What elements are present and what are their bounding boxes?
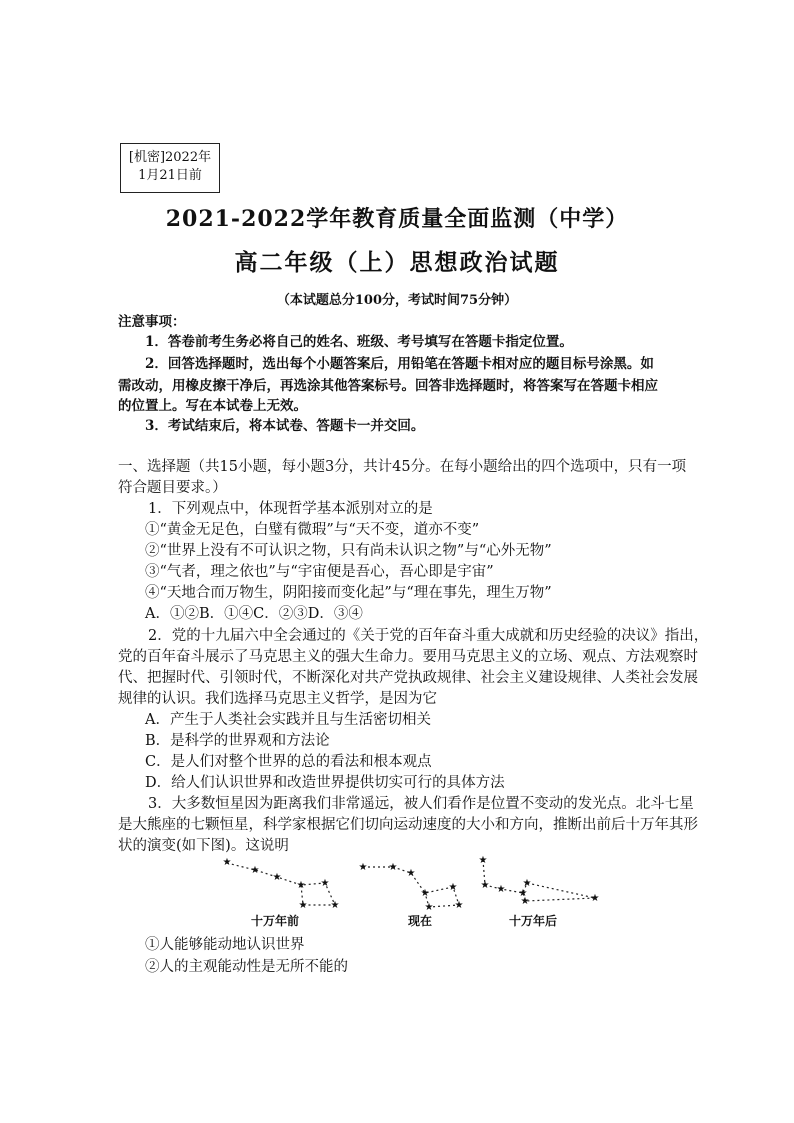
q2-stem-line1: 2．党的十九届六中全会通过的《关于党的百年奋斗重大成就和历史经验的决议》指出， <box>148 628 709 644</box>
q1-option-3: ③“气者，理之依也”与“宇宙便是吾心，吾心即是宇宙” <box>145 564 494 580</box>
star-icon: ★ <box>222 857 232 868</box>
star-icon: ★ <box>406 868 416 879</box>
star-icon: ★ <box>358 862 368 873</box>
star-icon: ★ <box>296 880 306 891</box>
star-icon: ★ <box>424 902 434 913</box>
q2-stem-line4: 规律的认识。我们选择马克思主义哲学，是因为它 <box>118 691 437 707</box>
q2-option-a: A．产生于人类社会实践并且与生活密切相关 <box>145 712 431 728</box>
section1-heading-line2: 符合题目要求。） <box>118 480 227 496</box>
notice-item-2-line3: 的位置上。写在本试卷上无效。 <box>118 398 307 414</box>
star-icon: ★ <box>420 888 430 899</box>
star-icon: ★ <box>522 878 532 889</box>
q3-stem-line3: 状的演变(如下图)。这说明 <box>118 838 289 854</box>
q2-option-b: B．是科学的世界观和方法论 <box>145 733 330 749</box>
confidential-box <box>120 143 220 193</box>
notice-item-1: 1．答卷前考生务必将自己的姓名、班级、考号填写在答题卡指定位置。 <box>145 334 573 350</box>
big-dipper-figure <box>215 855 610 930</box>
fig-label-past: 十万年前 <box>250 914 300 928</box>
star-icon: ★ <box>272 872 282 883</box>
star-icon: ★ <box>520 896 530 907</box>
q2-option-d: D．给人们认识世界和改造世界提供切实可行的具体方法 <box>145 775 505 791</box>
q1-stem: 1．下列观点中，体现哲学基本派别对立的是 <box>148 501 433 517</box>
star-icon: ★ <box>480 880 490 891</box>
q1-option-2: ②“世界上没有不可认识之物，只有尚未认识之物”与“心外无物” <box>145 543 552 559</box>
fig-label-now: 现在 <box>407 914 433 928</box>
star-icon: ★ <box>448 882 458 893</box>
star-icon: ★ <box>320 878 330 889</box>
notice-item-3: 3．考试结束后，将本试卷、答题卡一并交回。 <box>145 418 425 434</box>
star-icon: ★ <box>496 884 506 895</box>
notice-heading: 注意事项： <box>118 314 186 330</box>
exam-title: 2021-2022学年教育质量全面监测（中学） <box>165 206 629 232</box>
notice-item-2-line2: 需改动，用橡皮擦干净后，再选涂其他答案标号。回答非选择题时，将答案写在答题卡相应 <box>118 378 658 394</box>
exam-note: （本试题总分100分，考试时间75分钟） <box>276 293 518 308</box>
confidential-line1: [机密]2022年 <box>128 150 212 165</box>
star-icon: ★ <box>590 893 600 904</box>
notice-item-2-line1: 2．回答选择题时，选出每个小题答案后，用铅笔在答题卡相对应的题目标号涂黑。如 <box>145 356 654 372</box>
fig-label-future: 十万年后 <box>508 914 558 928</box>
dipper-past-lines <box>227 863 335 905</box>
exam-subtitle: 高二年级（上）思想政治试题 <box>234 249 560 276</box>
q3-stem-line1: 3．大多数恒星因为距离我们非常遥远，被人们看作是位置不变动的发光点。北斗七星 <box>148 796 694 812</box>
q2-stem-line3: 代、把握时代、引领时代，不断深化对共产党执政规律、社会主义建设规律、人类社会发展 <box>118 670 698 686</box>
star-icon: ★ <box>518 888 528 899</box>
q1-option-1: ①“黄金无足色，白璧有微瑕”与“天不变，道亦不变” <box>145 522 480 538</box>
star-icon: ★ <box>478 855 488 866</box>
star-icon: ★ <box>330 900 340 911</box>
q1-option-4: ④“天地合而万物生，阴阳接而变化起”与“理在事先，理生万物” <box>145 585 552 601</box>
q3-option-1: ①人能够能动地认识世界 <box>145 937 305 953</box>
q2-option-c: C．是人们对整个世界的总的看法和根本观点 <box>145 754 432 770</box>
star-icon: ★ <box>298 900 308 911</box>
section1-heading-line1: 一、选择题（共15小题，每小题3分，共计45分。在每小题给出的四个选项中，只有一项 <box>118 459 687 475</box>
star-icon: ★ <box>388 862 398 873</box>
confidential-line2: 1月21日前 <box>138 168 202 183</box>
q3-option-2: ②人的主观能动性是无所不能的 <box>145 959 348 975</box>
star-icon: ★ <box>454 900 464 911</box>
q3-stem-line2: 是大熊座的七颗恒星，科学家根据它们切向运动速度的大小和方向，推断出前后十万年其形 <box>118 817 698 833</box>
q1-choices: A．①②B．①④C．②③D．③④ <box>145 606 363 622</box>
star-icon: ★ <box>250 865 260 876</box>
q2-stem-line2: 党的百年奋斗展示了马克思主义的强大生命力。要用马克思主义的立场、观点、方法观察时 <box>118 649 698 665</box>
